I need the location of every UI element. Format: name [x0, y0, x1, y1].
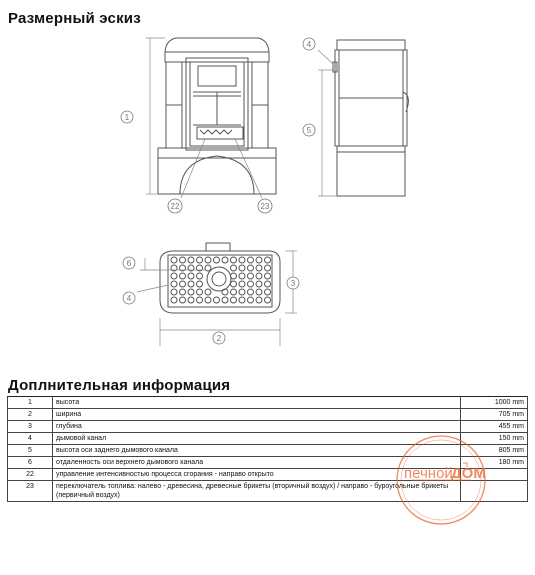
callout-6: [123, 257, 135, 269]
grille-hole: [239, 281, 245, 287]
grille-hole: [197, 281, 203, 287]
cell-num: 5: [8, 445, 53, 457]
cell-num: 22: [8, 469, 53, 481]
svg-text:1: 1: [124, 113, 130, 122]
grille-hole: [239, 273, 245, 279]
grille-hole: [256, 289, 262, 295]
grille-hole: [248, 281, 254, 287]
cell-value: 150 mm: [461, 433, 528, 445]
cell-num: 23: [8, 481, 53, 502]
grille-hole: [171, 297, 177, 303]
callout-23: [258, 199, 272, 213]
watermark-logo: [391, 430, 491, 530]
cell-label: дымовой канал: [53, 433, 461, 445]
grille-hole: [205, 257, 211, 263]
cell-label: высота: [53, 397, 461, 409]
grille-hole: [248, 257, 254, 263]
callout-3: [287, 277, 299, 289]
callout-2: [213, 332, 225, 344]
grille-hole: [248, 273, 254, 279]
svg-text:4: 4: [306, 40, 312, 49]
grille-hole: [248, 297, 254, 303]
cell-value: 455 mm: [461, 421, 528, 433]
callout-5: [303, 124, 315, 136]
grille-hole: [205, 297, 211, 303]
cell-label: переключатель топлива: налево - древесина, древесные брикеты (вторичный воздух) / направо - буроугольные брикеты (первичный воздух): [53, 481, 461, 502]
cooktop-grille: [171, 257, 271, 303]
table-row: [8, 397, 528, 409]
grille-hole: [256, 273, 262, 279]
cell-label: отдаленность оси верхнего дымового канала: [53, 457, 461, 469]
callout-1: [121, 111, 133, 123]
grille-hole: [188, 257, 194, 263]
grille-hole: [171, 273, 177, 279]
cell-value: 805 mm: [461, 445, 528, 457]
callout-22: [168, 199, 182, 213]
grille-hole: [197, 289, 203, 295]
cell-label: глубина: [53, 421, 461, 433]
cell-num: 4: [8, 433, 53, 445]
grille-hole: [188, 281, 194, 287]
callout-4-top: [303, 38, 315, 50]
front-view: [158, 38, 276, 194]
grille-hole: [239, 289, 245, 295]
info-title: Доплнительная информация: [8, 377, 231, 394]
grille-hole: [222, 297, 228, 303]
cell-num: 2: [8, 409, 53, 421]
grille-hole: [231, 265, 237, 271]
sketch-title: Размерный эскиз: [8, 10, 141, 27]
cell-num: 6: [8, 457, 53, 469]
grille-hole: [180, 273, 186, 279]
grille-hole: [231, 297, 237, 303]
svg-text:22: 22: [170, 202, 180, 211]
svg-text:4: 4: [126, 294, 132, 303]
cell-value: 180 mm: [461, 457, 528, 469]
top-dimensions: [137, 251, 297, 346]
svg-text:5: 5: [306, 126, 312, 135]
svg-text:3: 3: [290, 279, 296, 288]
grille-hole: [231, 289, 237, 295]
top-view: [160, 243, 280, 313]
grille-hole: [197, 257, 203, 263]
grille-hole: [265, 257, 271, 263]
cell-num: 1: [8, 397, 53, 409]
grille-hole: [180, 289, 186, 295]
grille-hole: [256, 281, 262, 287]
grille-hole: [239, 265, 245, 271]
grille-hole: [205, 289, 211, 295]
svg-text:ДОМ: ДОМ: [451, 465, 486, 482]
cell-value: 705 mm: [461, 409, 528, 421]
grille-hole: [188, 297, 194, 303]
grille-hole: [265, 289, 271, 295]
grille-hole: [265, 297, 271, 303]
grille-hole: [239, 297, 245, 303]
table-row: [8, 409, 528, 421]
cell-label: управление интенсивностью процесса сгорания - направо открыто: [53, 469, 461, 481]
grille-hole: [214, 297, 220, 303]
cell-num: 3: [8, 421, 53, 433]
cell-value: 1000 mm: [461, 397, 528, 409]
grille-hole: [265, 273, 271, 279]
cell-label: ширина: [53, 409, 461, 421]
grille-hole: [256, 297, 262, 303]
grille-hole: [239, 257, 245, 263]
grille-hole: [248, 265, 254, 271]
grille-hole: [171, 257, 177, 263]
grille-hole: [180, 281, 186, 287]
grille-hole: [214, 257, 220, 263]
grille-hole: [171, 281, 177, 287]
side-view: [333, 40, 408, 196]
grille-hole: [265, 281, 271, 287]
grille-hole: [171, 289, 177, 295]
grille-hole: [222, 257, 228, 263]
grille-hole: [197, 297, 203, 303]
svg-text:6: 6: [126, 259, 132, 268]
grille-hole: [231, 257, 237, 263]
grille-hole: [188, 273, 194, 279]
grille-hole: [256, 265, 262, 271]
grille-hole: [188, 289, 194, 295]
grille-hole: [256, 257, 262, 263]
grille-hole: [248, 289, 254, 295]
cell-label: высота оси заднего дымового канала: [53, 445, 461, 457]
grille-hole: [231, 281, 237, 287]
callout-4-bottom: [123, 292, 135, 304]
grille-hole: [197, 273, 203, 279]
grille-hole: [180, 297, 186, 303]
grille-hole: [180, 257, 186, 263]
svg-text:2: 2: [216, 334, 222, 343]
svg-text:печной: печной: [404, 465, 453, 482]
svg-text:23: 23: [260, 202, 270, 211]
grille-hole: [265, 265, 271, 271]
